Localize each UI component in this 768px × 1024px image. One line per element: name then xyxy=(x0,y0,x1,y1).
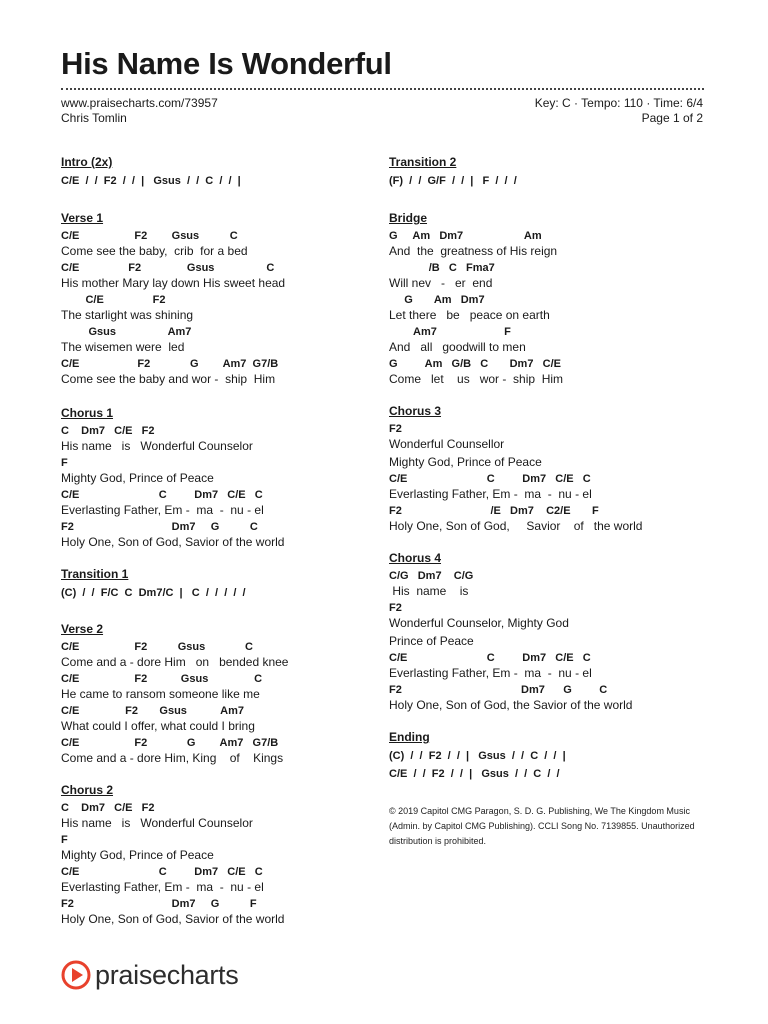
chord-line: C/E C Dm7 C/E C xyxy=(389,652,591,664)
song-section xyxy=(61,405,381,550)
lyric-line xyxy=(389,651,709,681)
lyric-text: Wonderful Counsellor xyxy=(389,437,505,451)
lyric-text: Come and a - dore Him on bended knee xyxy=(61,655,289,669)
section-heading: Intro (2x) xyxy=(61,155,113,169)
lyric-line xyxy=(61,357,381,387)
praisecharts-logo[interactable] xyxy=(61,958,238,992)
lyric-line xyxy=(61,801,381,831)
lyric-text: His mother Mary lay down His sweet head xyxy=(61,276,286,290)
lyric-text: Let there be peace on earth xyxy=(389,308,550,322)
lyric-line xyxy=(61,520,381,550)
lyric-text: What could I offer, what could I bring xyxy=(61,719,255,733)
chord-line: /B C Fma7 xyxy=(389,262,495,274)
lyric-line xyxy=(389,504,709,534)
song-section xyxy=(389,729,709,782)
chord-line: F2 Dm7 G C xyxy=(389,684,608,696)
chord-line: C/E F2 Gsus C xyxy=(61,673,263,685)
lyric-line xyxy=(61,704,381,734)
key-tempo-time: Key: C · Tempo: 110 · Time: 6/4 xyxy=(534,96,703,110)
song-section xyxy=(389,550,709,713)
lyric-text: And all goodwill to men xyxy=(389,340,526,354)
lyric-text: Mighty God, Prince of Peace xyxy=(389,455,542,469)
lyric-text: Holy One, Son of God, Savior of the world xyxy=(389,519,643,533)
artist-name: Chris Tomlin xyxy=(61,111,127,125)
chord-progression: C/E / / F2 / / | Gsus / / C / / xyxy=(389,768,560,780)
song-section xyxy=(61,782,381,927)
chord-line: C Dm7 C/E F2 xyxy=(61,425,155,437)
song-section xyxy=(61,621,381,766)
chord-line: G Am Dm7 xyxy=(389,294,485,306)
chord-line: C Dm7 C/E F2 xyxy=(61,802,155,814)
lyric-text: Holy One, Son of God, the Savior of the world xyxy=(389,698,633,712)
lyric-line xyxy=(389,229,709,259)
lyric-text: And the greatness of His reign xyxy=(389,244,558,258)
lyric-line xyxy=(389,261,709,291)
lyric-line xyxy=(389,633,709,649)
lyric-line xyxy=(389,601,709,631)
chord-line: F2 xyxy=(389,602,402,614)
left-column xyxy=(61,154,381,929)
section-heading: Transition 1 xyxy=(61,567,129,581)
chord-line: C/G Dm7 C/G xyxy=(389,570,474,582)
right-column xyxy=(389,154,709,849)
lyric-line xyxy=(389,472,709,502)
chord-progression: (C) / / F/C C Dm7/C | C / / / / / xyxy=(61,587,246,599)
lyric-text: Everlasting Father, Em - ma - nu - el xyxy=(389,487,592,501)
section-heading: Ending xyxy=(389,730,430,744)
lyric-line xyxy=(61,456,381,486)
song-section xyxy=(61,566,381,601)
chord-line: F2 xyxy=(389,423,402,435)
lyric-line xyxy=(61,325,381,355)
chord-progression: (F) / / G/F / / | F / / / xyxy=(389,175,517,187)
lyric-line xyxy=(61,865,381,895)
song-section xyxy=(389,210,709,387)
chord-line: C/E C Dm7 C/E C xyxy=(389,473,591,485)
song-title: His Name Is Wonderful xyxy=(61,46,392,81)
chord-line: C/E C Dm7 C/E C xyxy=(61,489,263,501)
song-section xyxy=(389,154,709,189)
title-divider xyxy=(61,88,704,90)
lyric-line xyxy=(61,897,381,927)
chord-line: F xyxy=(61,457,68,469)
lyric-line xyxy=(61,293,381,323)
lyric-line xyxy=(389,325,709,355)
lyric-text: The wisemen were led xyxy=(61,340,185,354)
lyric-line xyxy=(389,357,709,387)
chord-line: C/E F2 Gsus Am7 xyxy=(61,705,244,717)
chord-line: G Am G/B C Dm7 C/E xyxy=(389,358,561,370)
lyric-text: Mighty God, Prince of Peace xyxy=(61,848,214,862)
chord-line: C/E C Dm7 C/E C xyxy=(61,866,263,878)
chord-line: C/E F2 Gsus C xyxy=(61,262,275,274)
chord-line: F2 Dm7 G C xyxy=(61,521,258,533)
lyric-text: Come see the baby, crib for a bed xyxy=(61,244,248,258)
lyric-line xyxy=(61,672,381,702)
lyric-text: Everlasting Father, Em - ma - nu - el xyxy=(61,880,264,894)
lyric-text: Holy One, Son of God, Savior of the world xyxy=(61,535,285,549)
lyric-text: Everlasting Father, Em - ma - nu - el xyxy=(389,666,592,680)
section-heading: Chorus 4 xyxy=(389,551,442,565)
lyric-line xyxy=(61,261,381,291)
lyric-text: Everlasting Father, Em - ma - nu - el xyxy=(61,503,264,517)
lyric-text: Holy One, Son of God, Savior of the world xyxy=(61,912,285,926)
chord-line: Gsus Am7 xyxy=(61,326,192,338)
lyric-text: The starlight was shining xyxy=(61,308,194,322)
lyric-line xyxy=(61,833,381,863)
chord-line: C/E F2 xyxy=(61,294,166,306)
lyric-line xyxy=(61,229,381,259)
section-heading: Chorus 2 xyxy=(61,783,114,797)
section-heading: Chorus 3 xyxy=(389,404,442,418)
chord-line: F2 /E Dm7 C2/E F xyxy=(389,505,599,517)
section-heading: Verse 1 xyxy=(61,211,104,225)
lyric-text: His name is xyxy=(389,584,469,598)
lyric-text: Come let us wor - ship Him xyxy=(389,372,564,386)
section-heading: Transition 2 xyxy=(389,155,457,169)
section-heading: Verse 2 xyxy=(61,622,104,636)
chord-line: F xyxy=(61,834,68,846)
lyric-text: He came to ransom someone like me xyxy=(61,687,260,701)
lyric-line xyxy=(61,488,381,518)
page-number: Page 1 of 2 xyxy=(641,111,703,125)
chord-line: F2 Dm7 G F xyxy=(61,898,257,910)
chord-line: G Am Dm7 Am xyxy=(389,230,542,242)
lyric-text: His name is Wonderful Counselor xyxy=(61,439,253,453)
song-section xyxy=(389,403,709,534)
lyric-text: Come and a - dore Him, King of Kings xyxy=(61,751,284,765)
chord-line: C/E F2 Gsus C xyxy=(61,641,253,653)
copyright-notice: © 2019 Capitol CMG Paragon, S. D. G. Publishing, We The Kingdom Music (Admin. by Capitol CMG Publishing). CCLI Song No. 7139855. Unauthorized distribution is prohibited. xyxy=(389,806,695,846)
lyric-line xyxy=(389,293,709,323)
lyric-text: His name is Wonderful Counselor xyxy=(61,816,253,830)
section-heading: Chorus 1 xyxy=(61,406,114,420)
lyric-text: Come see the baby and wor - ship Him xyxy=(61,372,276,386)
chord-line: Am7 F xyxy=(389,326,511,338)
play-icon xyxy=(61,960,91,990)
lyric-line xyxy=(61,640,381,670)
chord-line: C/E F2 Gsus C xyxy=(61,230,238,242)
chord-progression: (C) / / F2 / / | Gsus / / C / / | xyxy=(389,750,566,762)
lyric-line xyxy=(389,454,709,470)
chord-progression: C/E / / F2 / / | Gsus / / C / / | xyxy=(61,175,241,187)
chord-line: C/E F2 G Am7 G7/B xyxy=(61,737,279,749)
lyric-text: Mighty God, Prince of Peace xyxy=(61,471,214,485)
lyric-text: Wonderful Counselor, Mighty God xyxy=(389,616,569,630)
brand-name: praisecharts xyxy=(95,959,239,990)
chord-line: C/E F2 G Am7 G7/B xyxy=(61,358,279,370)
chart-url[interactable]: www.praisecharts.com/73957 xyxy=(61,96,218,110)
lyric-line xyxy=(389,422,709,452)
song-section xyxy=(61,154,381,189)
lyric-line xyxy=(61,736,381,766)
lyric-text: Prince of Peace xyxy=(389,634,474,648)
lyric-line xyxy=(389,569,709,599)
lyric-line xyxy=(61,424,381,454)
lyric-text: Will nev - er end xyxy=(389,276,493,290)
song-section xyxy=(61,210,381,387)
lyric-line xyxy=(389,683,709,713)
section-heading: Bridge xyxy=(389,211,428,225)
